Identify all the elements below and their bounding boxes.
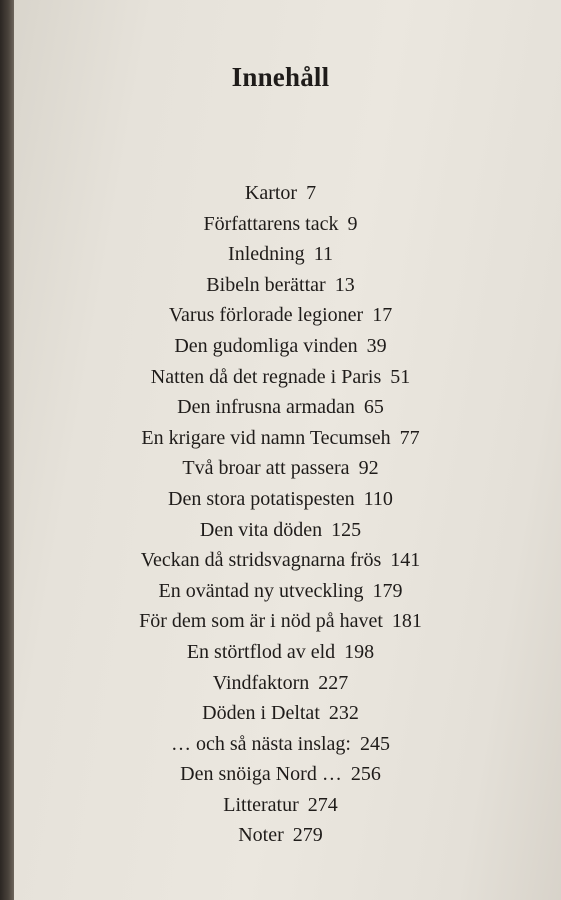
- toc-entry-title: För dem som är i nöd på havet: [139, 610, 383, 633]
- toc-entry-title: Den gudomliga vinden: [174, 334, 358, 357]
- toc-entry: [0, 423, 561, 454]
- toc-entry-title: Veckan då stridsvagnarna frös: [140, 549, 382, 572]
- toc-entry: [0, 668, 561, 699]
- toc-entry-page-number: 232: [328, 702, 359, 725]
- toc-entry: [0, 209, 561, 240]
- toc-entry-title: Den vita döden: [199, 518, 323, 541]
- toc-entry: [0, 790, 561, 821]
- toc-entry: [0, 484, 561, 515]
- toc-entry: [0, 239, 561, 270]
- toc-entry-page-number: 245: [359, 732, 390, 755]
- toc-entry-title: Vindfaktorn: [212, 671, 310, 694]
- toc-entry-title: … och så nästa inslag:: [171, 732, 351, 755]
- toc-entry: [0, 820, 561, 851]
- toc-entry: [0, 729, 561, 760]
- toc-entry-title: Döden i Deltat: [202, 702, 320, 725]
- toc-entry: [0, 270, 561, 301]
- toc-entry-page-number: 7: [306, 182, 317, 204]
- toc-entry-title: Den stora potatispesten: [168, 487, 355, 510]
- toc-entry-page-number: 141: [390, 549, 421, 572]
- toc-entry-title: En oväntad ny utveckling: [158, 579, 364, 602]
- table-of-contents: [0, 178, 561, 851]
- toc-entry: [0, 362, 561, 393]
- toc-entry: [0, 576, 561, 607]
- toc-entry-page-number: 274: [307, 793, 338, 816]
- toc-entry-page-number: 77: [399, 426, 420, 449]
- toc-entry-title: Noter: [238, 824, 284, 847]
- toc-entry-page-number: 198: [344, 640, 375, 663]
- toc-entry-page-number: 17: [372, 304, 393, 327]
- page-title: Innehåll: [231, 62, 330, 93]
- toc-entry: [0, 392, 561, 423]
- toc-entry-title: En störtflod av eld: [186, 640, 336, 663]
- toc-entry-page-number: 125: [331, 518, 362, 541]
- toc-entry-page-number: 92: [358, 457, 379, 480]
- toc-entry-page-number: 9: [347, 212, 358, 235]
- toc-entry-title: Kartor: [244, 182, 298, 204]
- toc-entry-title: Den snöiga Nord …: [180, 763, 342, 786]
- toc-entry: [0, 698, 561, 729]
- toc-entry-title: Den infrusna armadan: [177, 396, 355, 419]
- toc-entry-page-number: 181: [391, 610, 422, 633]
- toc-entry-page-number: 65: [363, 396, 384, 419]
- toc-entry: [0, 300, 561, 331]
- toc-entry: [0, 515, 561, 546]
- toc-entry-page-number: 39: [366, 334, 387, 357]
- toc-entry-title: Inledning: [228, 243, 305, 266]
- toc-entry-title: Författarens tack: [203, 212, 339, 235]
- toc-entry-title: Natten då det regnade i Paris: [150, 365, 382, 388]
- toc-entry-title: En krigare vid namn Tecumseh: [141, 426, 391, 449]
- toc-entry: [0, 331, 561, 362]
- toc-entry-page-number: 227: [318, 671, 349, 694]
- toc-entry-title: Litteratur: [223, 793, 299, 816]
- toc-entry: [0, 606, 561, 637]
- toc-entry-page-number: 11: [313, 243, 333, 266]
- toc-entry: [0, 637, 561, 668]
- toc-entry: [0, 453, 561, 484]
- toc-entry-page-number: 279: [292, 824, 323, 847]
- toc-entry: [0, 545, 561, 576]
- toc-entry-title: Varus förlorade legioner: [168, 304, 364, 327]
- toc-entry-page-number: 110: [363, 487, 393, 510]
- toc-entry-page-number: 51: [390, 365, 411, 388]
- toc-entry-page-number: 13: [334, 273, 355, 296]
- toc-entry-page-number: 256: [350, 763, 381, 786]
- toc-entry: [0, 759, 561, 790]
- toc-entry-title: Två broar att passera: [182, 457, 350, 480]
- toc-entry: [0, 178, 561, 209]
- toc-entry-title: Bibeln berättar: [206, 273, 326, 296]
- toc-entry-page-number: 179: [372, 579, 403, 602]
